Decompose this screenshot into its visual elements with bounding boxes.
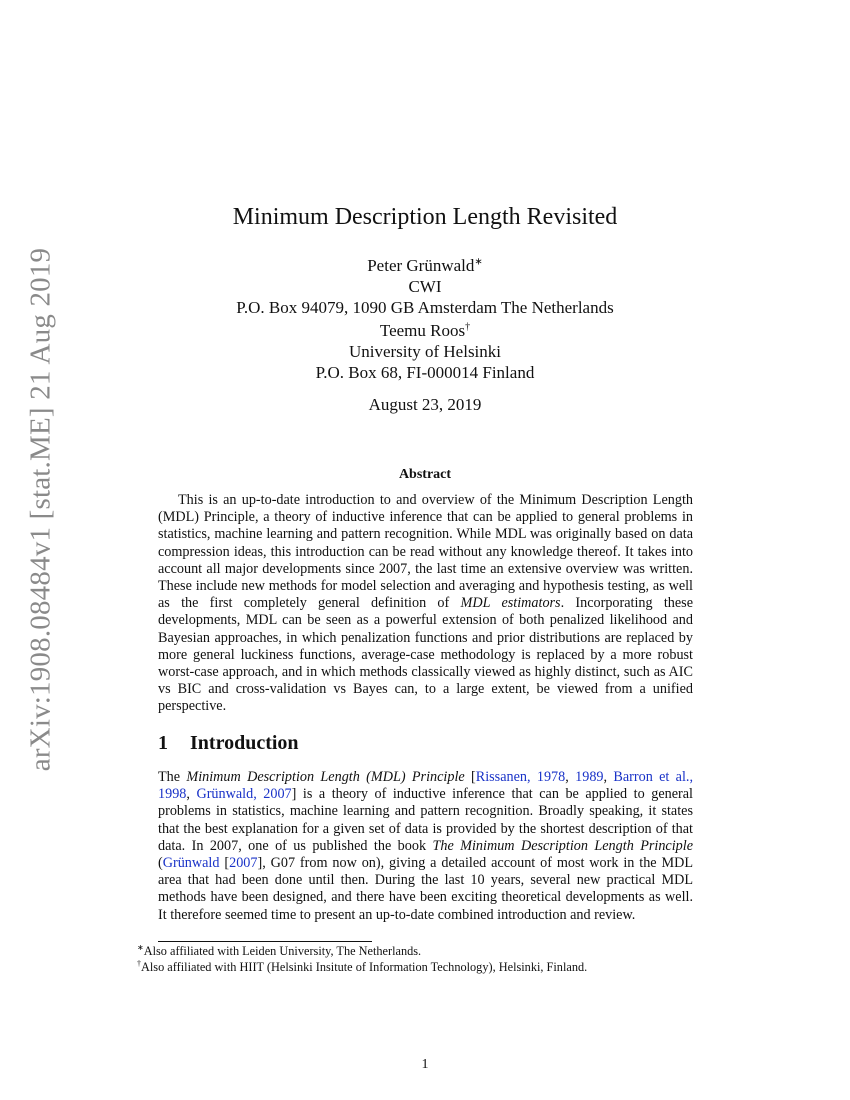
intro-text: [ — [464, 769, 476, 785]
section-heading — [158, 732, 299, 755]
intro-emphasis: The Minimum Description Length Principle — [432, 837, 693, 854]
citation-link[interactable]: 2007 — [229, 855, 258, 872]
footnote-2 — [137, 959, 697, 975]
author-2-name-line — [0, 320, 850, 341]
intro-text: [ — [219, 855, 230, 872]
author-1-name-line — [0, 255, 850, 276]
author-2-mark: † — [465, 321, 471, 333]
intro-text: ( — [158, 855, 163, 872]
footnote-1-mark: ∗ — [137, 942, 144, 952]
author-2-name: Teemu Roos — [379, 321, 466, 340]
author-2-address: P.O. Box 68, FI-000014 Finland — [315, 363, 535, 382]
abstract-emphasis: MDL estimators — [460, 595, 561, 612]
intro-emphasis: Minimum Description Length (MDL) Principle — [186, 769, 465, 785]
intro-text: , — [603, 769, 614, 785]
intro-text: ] is a theory of inductive inference that can be applied to general problems in statistics, machine learning and pattern recognition. Broadly speaking, it states that the best explanation for a given set of data is provided by the shortest description of that data. In 2007, one of us published the book — [158, 786, 693, 854]
intro-text: , — [565, 769, 576, 785]
footnote-2-text: Also affiliated with HIIT (Helsinki Insitute of Information Technology), Helsinki, Finland. — [141, 960, 588, 974]
footnotes — [137, 943, 697, 975]
footnote-2-mark: † — [137, 958, 141, 968]
author-1-address: P.O. Box 94079, 1090 GB Amsterdam The Netherlands — [236, 298, 614, 317]
author-2-affiliation: University of Helsinki — [348, 342, 502, 361]
footnote-1 — [137, 943, 697, 959]
abstract-heading: Abstract — [398, 467, 452, 482]
abstract-text-1: This is an up-to-date introduction to and overview of the Minimum Description Length (MDL) Principle, a theory of inductive inference that can be applied to general problems in statistics, machine learning and pattern recognition. While MDL was originally based on data compression ideas, this introduction can be read without any knowledge thereof. It takes into account all major developments since 2007, the last time an extensive overview was written. These include new methods for model selection and averaging and hypothesis testing, as well as the first completely general definition of — [158, 492, 693, 612]
footnote-1-text: Also affiliated with Leiden University, The Netherlands. — [143, 944, 422, 958]
citation-link[interactable]: Rissanen, 1978 — [475, 769, 566, 785]
footnote-rule — [158, 941, 372, 942]
citation-link[interactable]: Grünwald, 2007 — [196, 786, 292, 803]
page-number: 1 — [421, 1057, 429, 1072]
author-1 — [0, 255, 850, 318]
section-title: Introduction — [190, 732, 299, 754]
arxiv-stamp-text: arXiv:1908.08484v1 [stat.ME] 21 Aug 2019 — [24, 247, 57, 771]
abstract-body — [158, 492, 693, 716]
author-2 — [0, 320, 850, 383]
citation-link[interactable]: Grünwald — [162, 855, 220, 872]
author-1-mark: ∗ — [474, 256, 483, 268]
abstract-text-2: . Incorporating these developments, MDL can be seen as a powerful extension of both penalized likelihood and Bayesian approaches, in which penalization functions and prior distributions are replaced by more general luckiness functions, average-case methodology is replaced by a more robust worst-case approach, and in which methods classically viewed as highly distinct, such as AIC vs BIC and cross-validation vs Bayes can, to a large extent, be viewed from a unified perspective. — [158, 595, 694, 715]
intro-paragraph — [158, 769, 693, 924]
citation-link[interactable]: 1989 — [575, 769, 604, 785]
citation-link[interactable]: Barron et al., 1998 — [158, 769, 694, 803]
intro-text: ], G07 from now on), giving a detailed account of most work in the MDL area that had been done until then. During the last 10 years, several new practical MDL methods have been designed, and there have been exciting theoretical developments as well. It therefore seemed time to present an up-to-date combined introduction and review. — [158, 855, 693, 923]
paper-date: August 23, 2019 — [368, 395, 482, 414]
author-1-name: Peter Grünwald — [367, 256, 475, 275]
paper-title: Minimum Description Length Revisited — [232, 204, 618, 230]
section-number: 1 — [158, 732, 168, 754]
intro-text: , — [186, 786, 197, 803]
intro-text: The — [158, 769, 187, 785]
author-1-affiliation: CWI — [408, 277, 442, 296]
